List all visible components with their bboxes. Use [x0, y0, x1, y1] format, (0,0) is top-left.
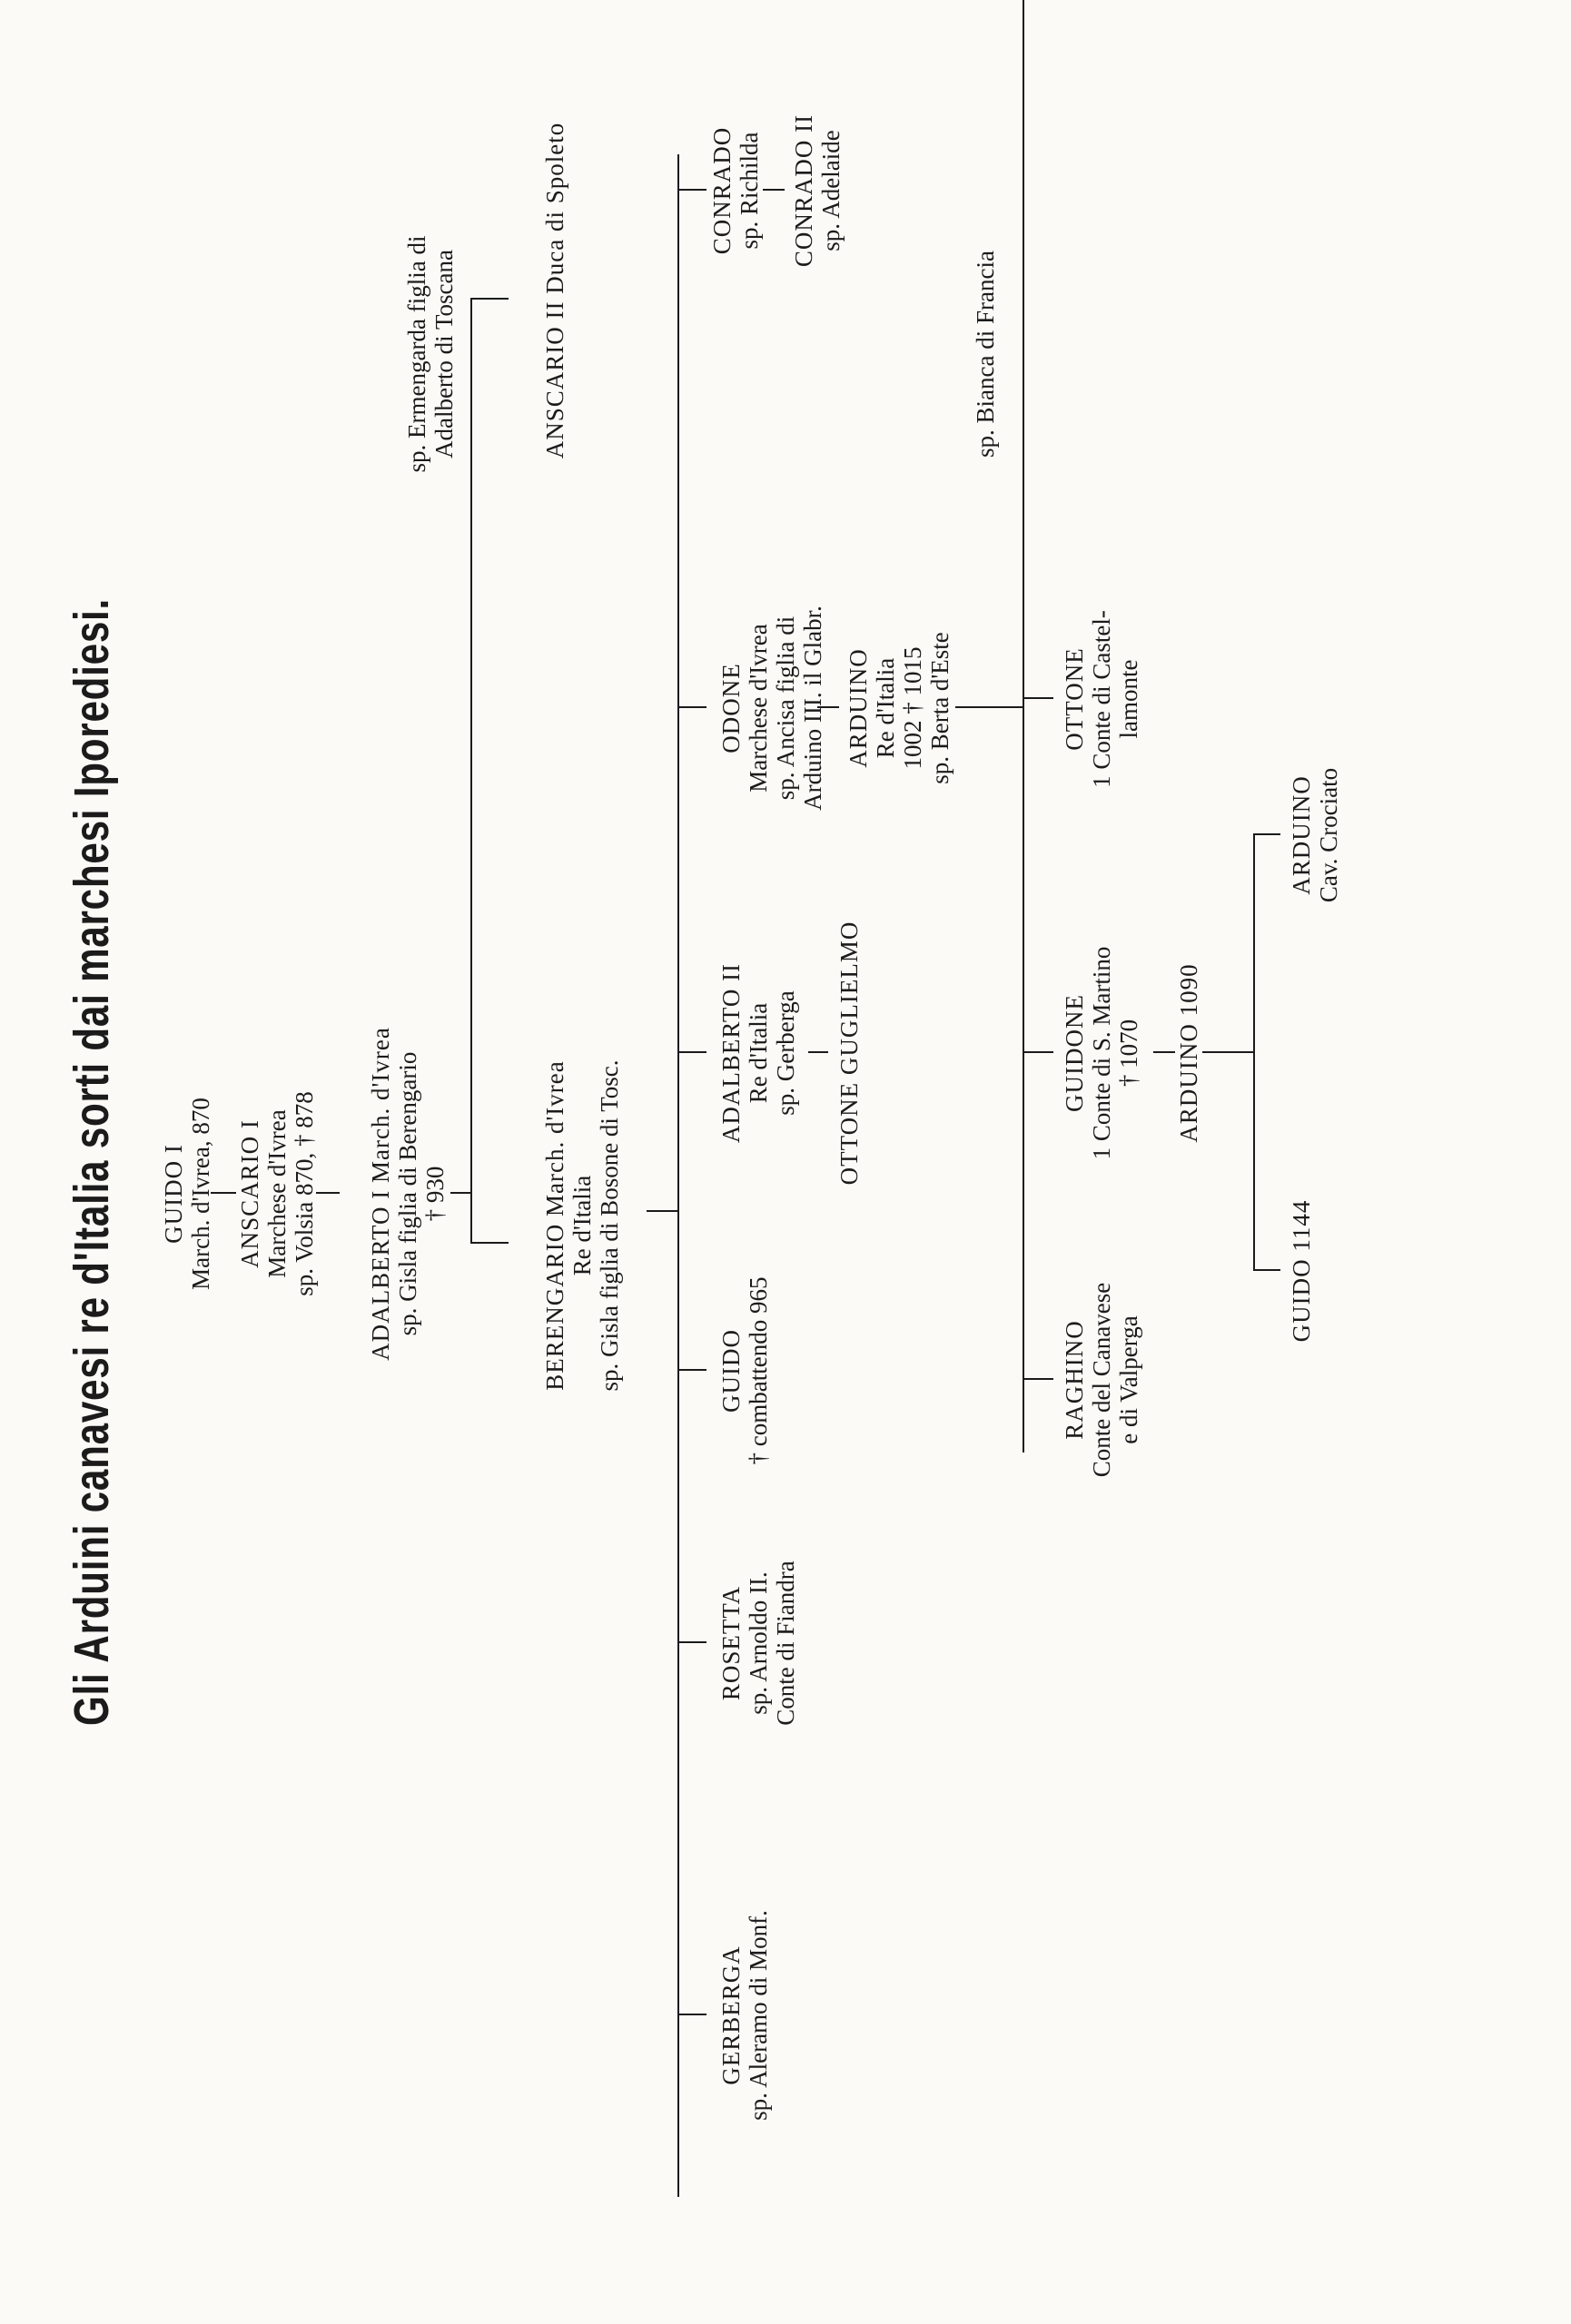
person-conrado-ii: [790, 82, 845, 300]
person-anscario-ii: [541, 82, 568, 499]
person-detail: sp. Berta d'Este: [926, 632, 953, 784]
person-gerberga: [717, 1861, 772, 2170]
line-to-gerberga: [677, 2014, 706, 2015]
person-arduino-1090: [1175, 926, 1202, 1180]
line-adalberto2-ottone: [808, 1051, 828, 1053]
person-name: GUIDO I: [160, 1144, 187, 1244]
line-guidone-arduino1090: [1153, 1051, 1175, 1053]
person-detail: 1002 † 1015: [899, 646, 926, 770]
bar-arduino-children: [1023, 0, 1024, 1452]
person-ottone-guglielmo: [835, 917, 863, 1189]
line-arduino-bar: [975, 706, 1023, 708]
line-adalberto-down: [450, 1192, 470, 1194]
person-rosetta: [717, 1498, 799, 1788]
bar-berengario-children: [677, 154, 679, 2197]
person-anscario-i: [236, 1058, 318, 1330]
line-to-guidone: [1023, 1051, 1053, 1053]
line-to-berengario: [470, 1242, 509, 1244]
person-detail: sp. Gisla figlia di Berengario: [394, 1051, 421, 1336]
line-berengario-down: [647, 1210, 677, 1212]
person-name: ARDUINO: [1288, 775, 1315, 895]
person-name: BERENGARIO March. d'Ivrea: [541, 1060, 568, 1391]
page-title: Gli Arduini canavesi re d'Italia sorti dai marchesi Iporediesi.: [64, 597, 119, 1727]
person-detail: sp. Adelaide: [817, 130, 845, 251]
person-name: ODONE: [717, 663, 745, 753]
line-arduino-down: [955, 706, 975, 708]
line-to-rosetta: [677, 1641, 706, 1643]
person-guidone: [1061, 917, 1142, 1189]
person-detail: sp. Gisla figlia di Bosone di Tosc.: [596, 1059, 623, 1392]
person-detail: Re d'Italia: [745, 1002, 772, 1104]
person-detail: sp. Arnoldo II.: [745, 1571, 772, 1715]
person-berengario: [541, 1017, 623, 1434]
person-detail: sp. Ancisa figlia di: [772, 615, 799, 801]
person-guido-1144: [1288, 1162, 1315, 1380]
person-arduino-crociato: [1288, 726, 1342, 944]
person-adalberto-ii: [717, 926, 799, 1180]
person-name: GUIDO 1144: [1288, 1199, 1315, 1343]
person-adalberto-i: [367, 1012, 449, 1375]
person-detail: 1 Conte di Castel-: [1088, 610, 1115, 788]
line-to-adalberto2: [677, 1051, 706, 1053]
bar-adalberto-children: [470, 300, 472, 1244]
line-arduino1090-down: [1202, 1051, 1253, 1053]
person-detail: lamonte: [1115, 659, 1142, 739]
person-detail: Re d'Italia: [872, 657, 899, 759]
line-to-ottone-castel: [1023, 697, 1053, 699]
person-name: ANSCARIO I: [236, 1119, 263, 1268]
person-detail: Arduino III. il Glabr.: [799, 606, 826, 811]
line-to-arduino-crociato: [1253, 833, 1280, 835]
person-detail: sp. Ermengarda figlia di: [403, 235, 430, 473]
person-detail: Marchese d'Ivrea: [745, 624, 772, 793]
line-to-anscario2: [470, 298, 509, 300]
person-name: ARDUINO 1090: [1175, 963, 1202, 1143]
line-guido-anscario: [211, 1192, 236, 1194]
person-name: ANSCARIO II Duca di Spoleto: [541, 122, 568, 459]
person-detail: † combattendo 965: [745, 1276, 772, 1465]
person-detail: sp. Aleramo di Monf.: [745, 1910, 772, 2121]
line-to-guido1144: [1253, 1269, 1280, 1271]
person-name: ADALBERTO II: [717, 962, 745, 1144]
person-detail: March. d'Ivrea, 870: [187, 1098, 214, 1290]
person-detail: † 930: [421, 1166, 449, 1222]
person-detail: † 1070: [1115, 1019, 1142, 1088]
person-odone: [717, 563, 826, 853]
bar-arduino1090-children: [1253, 835, 1255, 1271]
person-name: CONRADO II: [790, 113, 817, 268]
person-detail: sp. Volsia 870, † 878: [291, 1091, 318, 1296]
person-name: RAGHINO: [1061, 1320, 1088, 1440]
person-name: CONRADO: [708, 126, 736, 255]
person-guido-965: [717, 1244, 772, 1498]
line-to-guido965: [677, 1369, 706, 1371]
person-detail: Adalberto di Toscana: [430, 249, 458, 459]
spouse-bianca: [972, 127, 999, 581]
person-detail: sp. Gerberga: [772, 990, 799, 1116]
line-to-conrado: [677, 189, 706, 191]
person-name: ROSETTA: [717, 1585, 745, 1701]
person-name: ADALBERTO I March. d'Ivrea: [367, 1027, 394, 1361]
person-detail: e di Valperga: [1115, 1315, 1142, 1444]
person-name: GUIDONE: [1061, 994, 1088, 1112]
line-anscario-adalberto: [316, 1192, 340, 1194]
person-name: OTTONE GUGLIELMO: [835, 921, 863, 1186]
person-conrado: [708, 82, 763, 300]
person-name: GERBERGA: [717, 1945, 745, 2085]
line-conrado-conrado2: [763, 189, 785, 191]
person-detail: Conte di Fiandra: [772, 1561, 799, 1726]
person-detail: Cav. Crociato: [1315, 767, 1342, 903]
person-detail: sp. Bianca di Francia: [972, 251, 999, 458]
person-name: OTTONE: [1061, 647, 1088, 751]
person-detail: Conte del Canavese: [1088, 1282, 1115, 1478]
line-to-raghino: [1023, 1378, 1053, 1380]
person-name: ARDUINO: [845, 648, 872, 768]
person-detail: sp. Richilda: [736, 132, 763, 250]
spouse-ermengarda: [403, 163, 458, 545]
person-name: GUIDO: [717, 1329, 745, 1413]
person-detail: Re d'Italia: [568, 1175, 596, 1276]
person-guido-i: [160, 1058, 214, 1330]
person-ottone-castellamonte: [1061, 572, 1142, 826]
line-to-odone: [677, 706, 706, 708]
person-arduino-re: [845, 590, 953, 826]
person-raghino: [1061, 1253, 1142, 1507]
person-detail: Marchese d'Ivrea: [263, 1109, 291, 1278]
person-detail: 1 Conte di S. Martino: [1088, 946, 1115, 1160]
